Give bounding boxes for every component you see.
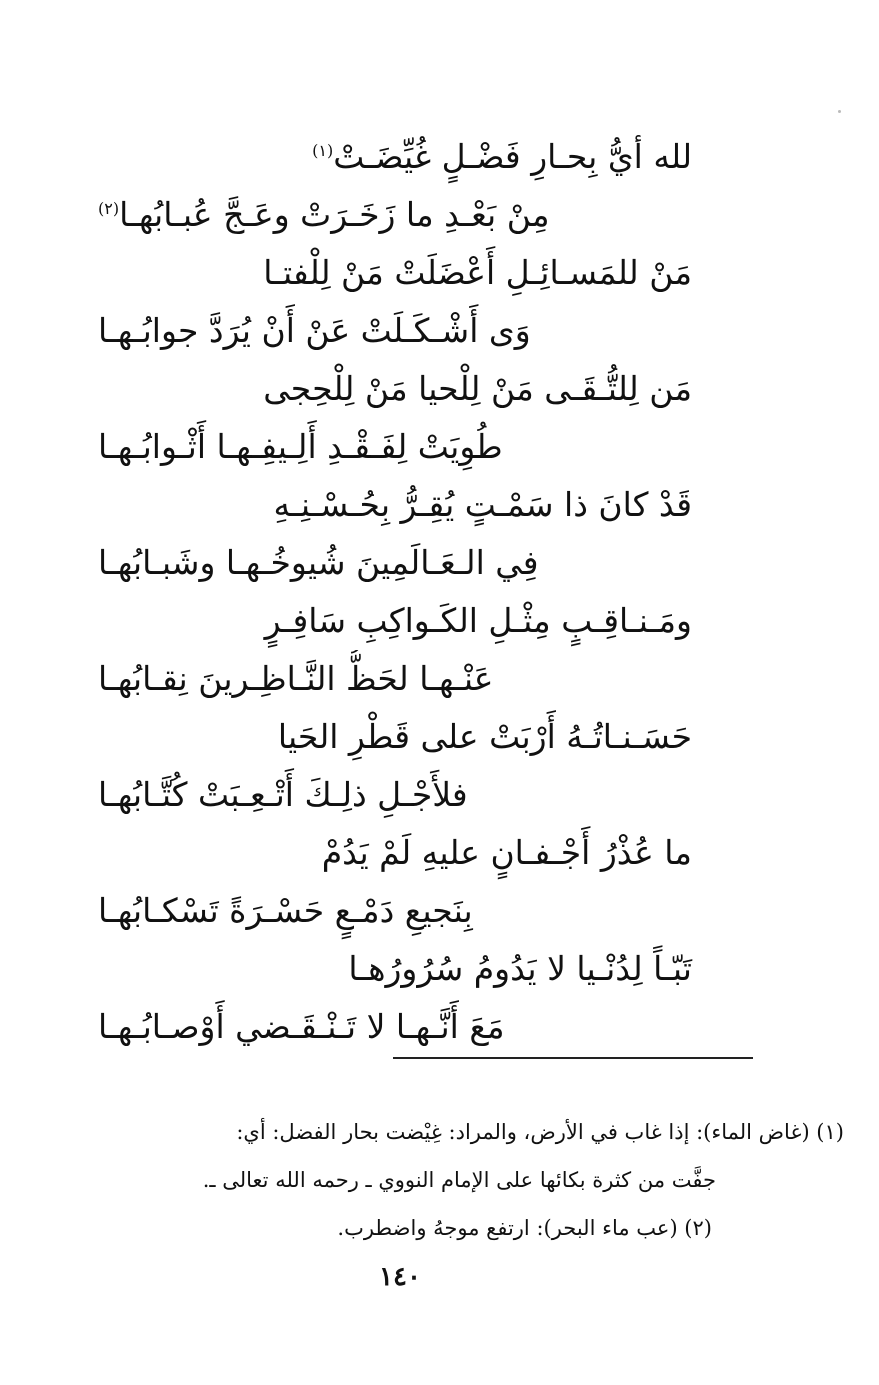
verse-3-second-hemistich: طُوِيَتْ لِفَـقْـدِ أَلِـيفِـهـا أَثْـوابُـهـا <box>98 427 503 466</box>
footnotes <box>28 1108 848 1252</box>
page-number: ١٤٠ <box>379 1262 421 1292</box>
verse-8-second-hemistich: مَعَ أَنَّـهـا لا تَـنْـقَـضي أَوْصـابُـهـا <box>98 1007 505 1046</box>
verse-2-first-hemistich: مَنْ للمَسـائِـلِ أَعْضَلَتْ مَنْ لِلْفتـا <box>263 253 692 292</box>
verse-6-first-hemistich: حَسَـنـاتُـهُ أَرْبَتْ على قَطْرِ الحَيا <box>277 717 692 756</box>
verse-4-first-hemistich: قَدْ كانَ ذا سَمْـتٍ يُقِـرُّ بِحُـسْـنِـهِ <box>273 485 692 524</box>
verse-3-first-hemistich: مَن لِلتُّـقَـى مَنْ لِلْحيا مَنْ لِلْحِجى <box>263 369 692 408</box>
footnote-1-line-2: جفَّت من كثرة بكائها على الإمام النووي ـ رحمه الله تعالى ـ. <box>202 1168 716 1192</box>
scan-speck <box>838 110 841 113</box>
verse-7-first-hemistich: ما عُذْرُ أَجْـفـانٍ عليهِ لَمْ يَدُمْ <box>321 833 692 872</box>
verse-6-second-hemistich: فلأَجْـلِ ذلِـكَ أَتْـعِـبَتْ كُتَّـابُهـا <box>98 775 468 814</box>
verse-text: لله أيُّ بِحـارِ فَضْـلٍ غُيِّضَـتْ <box>333 137 692 176</box>
footnote-ref-1: (١) <box>312 141 334 160</box>
footnote-separator-rule <box>393 1057 753 1059</box>
verse-4-second-hemistich: فِي الـعَـالَمِينَ شُيوخُـهـا وشَبـابُهـا <box>98 543 539 582</box>
footnote-2: (٢) (عب ماء البحر): ارتفع موجهُ واضطرب. <box>337 1216 712 1240</box>
verse-7-second-hemistich: بِنَجيعِ دَمْـعٍ حَسْـرَةً تَسْكـابُهـا <box>98 891 473 930</box>
verse-5-second-hemistich: عَنْـهـا لحَظُّ النَّـاظِـرينَ نِقـابُهـا <box>98 659 494 698</box>
footnote-ref-2: (٢) <box>98 199 120 218</box>
verse-2-second-hemistich: وَى أَشْـكَـلَتْ عَنْ أَنْ يُرَدَّ جوابُـهـا <box>98 311 531 350</box>
verse-text: مِنْ بَعْـدِ ما زَخَـرَتْ وعَـجَّ عُبـابُهـا <box>119 195 550 234</box>
footnote-1-line-1: (١) (غاض الماء): إذا غاب في الأرض، والمراد: غِيْضت بحار الفضل: أي: <box>236 1120 844 1144</box>
verse-1-first-hemistich <box>80 128 700 186</box>
verse-5-first-hemistich: ومَـنـاقِـبٍ مِثْـلِ الكَـواكِبِ سَافِـرٍ <box>264 601 692 640</box>
verse-8-first-hemistich: تَبّـاً لِدُنْـيا لا يَدُومُ سُرُورُهـا <box>348 949 692 988</box>
poem-verses <box>80 128 700 1056</box>
verse-1-second-hemistich <box>80 186 700 244</box>
